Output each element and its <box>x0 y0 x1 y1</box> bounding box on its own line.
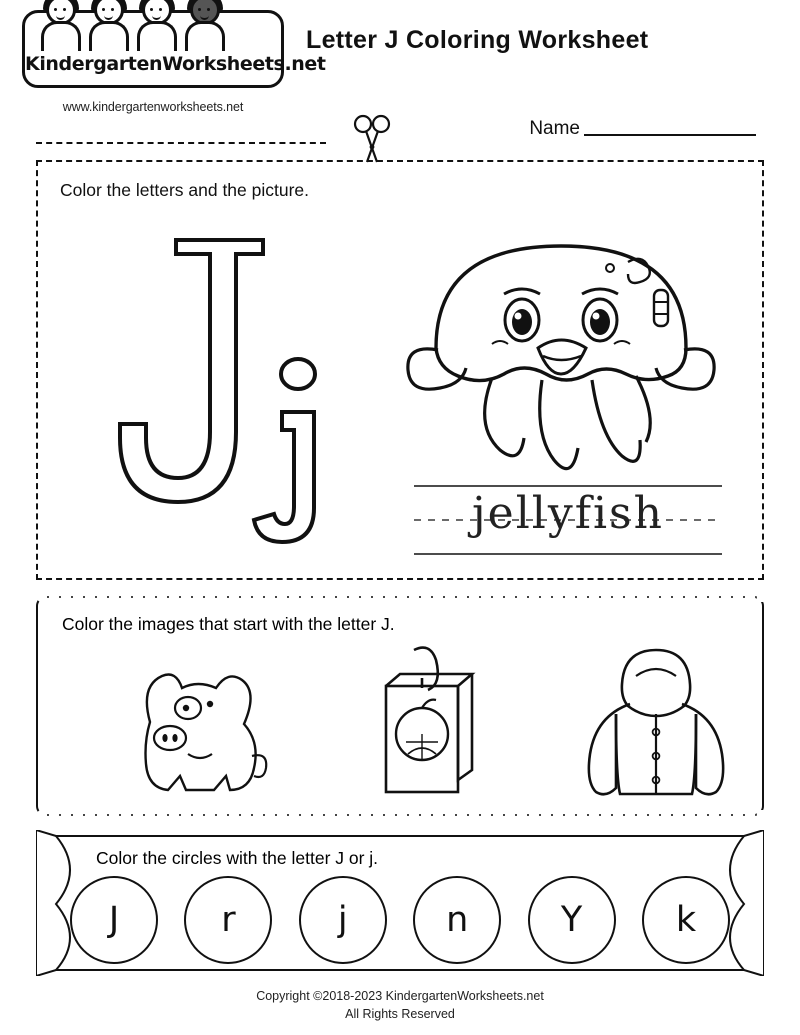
logo-badge <box>22 10 326 88</box>
circle-letter[interactable]: k <box>642 876 730 964</box>
circle-letter[interactable]: Y <box>528 876 616 964</box>
rights-text: All Rights Reserved <box>345 1006 455 1021</box>
name-label: Name <box>529 118 580 139</box>
letter-outlines <box>68 202 398 562</box>
jacket-illustration <box>566 636 746 816</box>
site-logo[interactable] <box>22 10 326 114</box>
jellyfish-illustration <box>396 198 726 498</box>
section-color-images <box>36 596 764 816</box>
name-field[interactable] <box>529 118 756 140</box>
page-footer <box>0 987 800 1023</box>
circle-letter[interactable]: j <box>299 876 387 964</box>
circle-letter[interactable]: r <box>184 876 272 964</box>
juice-box-illustration <box>356 642 486 807</box>
traced-word: jellyfish <box>472 488 664 539</box>
section1-instruction: Color the letters and the picture. <box>60 180 310 200</box>
section2-instruction: Color the images that start with the letter J. <box>62 614 395 634</box>
page-title: Letter J Coloring Worksheet <box>306 26 649 54</box>
name-blank[interactable] <box>584 134 756 136</box>
copyright-text: Copyright ©2018-2023 KindergartenWorksheets.net <box>256 988 544 1003</box>
cut-line <box>36 142 764 144</box>
page-header <box>0 0 800 140</box>
section3-instruction: Color the circles with the letter J or j. <box>96 848 379 868</box>
circle-letter[interactable]: n <box>413 876 501 964</box>
section-color-circles <box>36 830 764 976</box>
worksheet-body <box>36 160 764 976</box>
circle-letter[interactable]: J <box>70 876 158 964</box>
section-color-letters <box>36 160 764 580</box>
pig-illustration <box>110 646 280 806</box>
logo-text: KindergartenWorksheets.net <box>25 53 326 75</box>
logo-url: www.kindergartenworksheets.net <box>62 100 244 114</box>
circle-row <box>70 876 730 964</box>
kids-illustration <box>39 0 271 49</box>
